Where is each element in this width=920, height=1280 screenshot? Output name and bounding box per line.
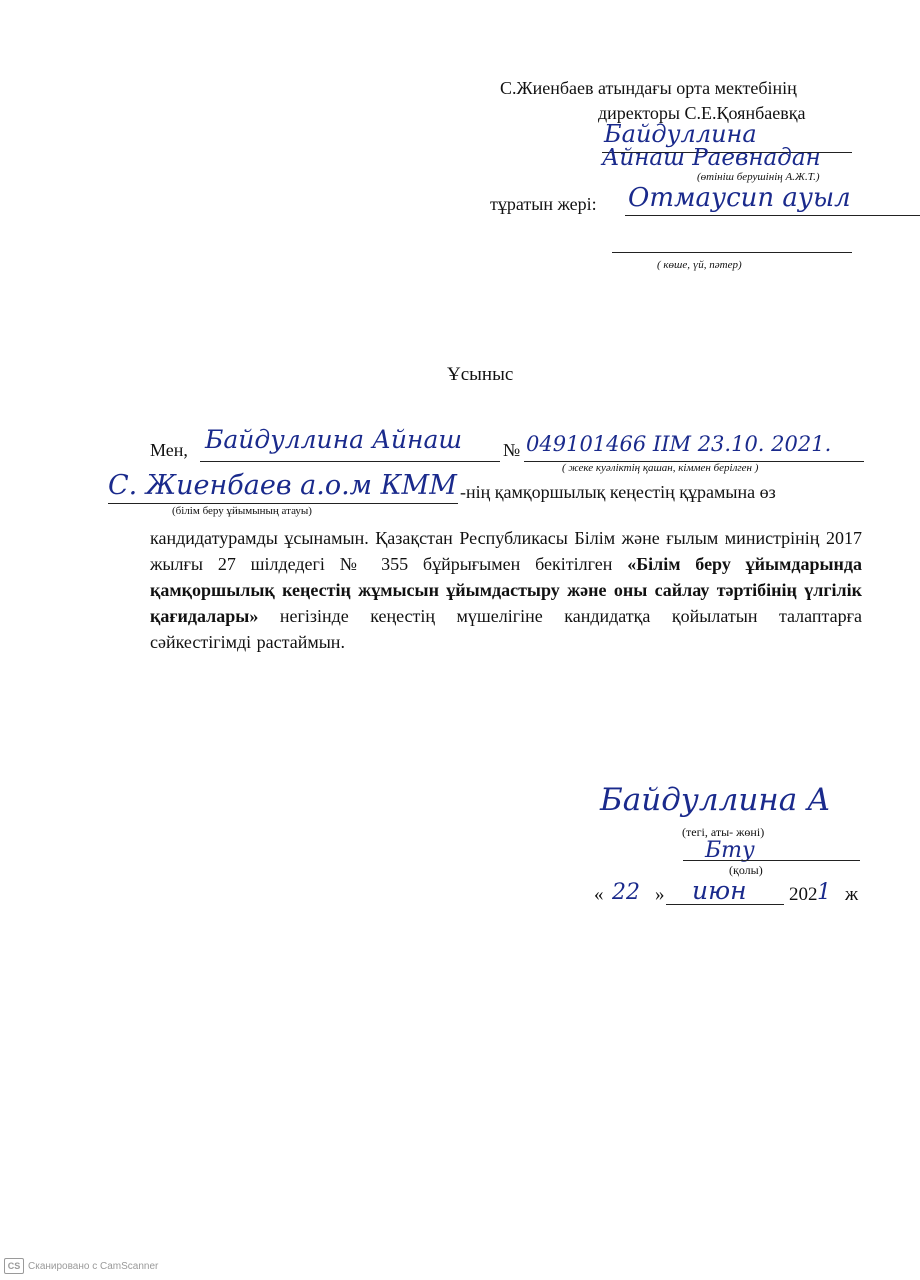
date-month-handwritten: июн xyxy=(692,876,747,905)
applicant-name-handwritten: Айнаш Раевнадан xyxy=(602,145,821,171)
signature-caption: (қолы) xyxy=(729,863,763,877)
intro-men: Мен, xyxy=(150,440,188,460)
date-day-handwritten: 22 xyxy=(612,880,640,905)
date-year-prefix: 202 xyxy=(789,884,818,905)
body-text-2: негізінде кеңестің мүшелігіне кандидатқа қойылатын талаптарға сәйкестігімді растаймын. xyxy=(150,606,862,652)
intro-id-caption: ( жеке куәліктің қашан, кіммен берілген ) xyxy=(562,462,759,474)
residence-handwritten: Отмаусип ауыл xyxy=(628,183,851,213)
body-bold-title: «Білім беру ұйымдарында қамқоршылық кеңестің жұмысын ұйымдастыру және оны сайлау тәртібінің үлгілік қағидалары» xyxy=(150,554,862,626)
date-suffix: ж xyxy=(845,884,859,905)
applicant-caption: (өтініш берушінің А.Ж.Т.) xyxy=(697,171,820,183)
body-paragraph xyxy=(150,525,862,655)
document-title: Ұсыныс xyxy=(447,364,514,385)
addressee-line-2: директоры С.Е.Қоянбаевқа xyxy=(598,103,806,123)
body-text-1: кандидатурамды ұсынамын. Қазақстан Республикасы Білім және ғылым министрінің 2017 жылғы 27 шілдедегі № 355 бұйрығымен бекітілген xyxy=(150,528,862,574)
date-open-quote: « xyxy=(594,884,604,905)
signature-line xyxy=(683,860,860,861)
intro-org-caption: (білім беру ұйымының атауы) xyxy=(172,505,312,517)
signature-name-caption: (тегі, аты- жөні) xyxy=(682,825,765,839)
addressee-line-1: С.Жиенбаев атындағы орта мектебінің xyxy=(500,78,797,98)
intro-name-handwritten: Байдуллина Айнаш xyxy=(205,425,463,454)
residence-line-2 xyxy=(612,252,852,253)
camscanner-logo-icon: CS xyxy=(4,1258,24,1274)
scanner-watermark xyxy=(4,1258,158,1274)
residence-line-1 xyxy=(625,215,920,216)
date-close-quote: » xyxy=(655,884,665,905)
intro-org-line xyxy=(108,503,458,504)
intro-name-line xyxy=(200,461,500,462)
date-month-line xyxy=(666,904,784,905)
signature-name-handwritten: Байдуллина А xyxy=(600,782,831,818)
scanner-text: Сканировано с CamScanner xyxy=(28,1260,159,1272)
applicant-surname-handwritten: Байдуллина xyxy=(604,120,757,148)
intro-number-sign: № xyxy=(503,440,521,460)
residence-label: тұратын жері: xyxy=(490,194,597,214)
date-year-handwritten: 1 xyxy=(817,880,831,905)
residence-caption: ( көше, үй, пәтер) xyxy=(657,259,742,271)
intro-org-suffix: -нің қамқоршылық кеңестің құрамына өз xyxy=(460,482,776,502)
signature-handwritten: Бту xyxy=(705,838,755,863)
intro-org-handwritten: С. Жиенбаев а.о.м КММ xyxy=(108,470,457,501)
intro-id-handwritten: 049101466 ІІМ 23.10. 2021. xyxy=(526,432,832,456)
